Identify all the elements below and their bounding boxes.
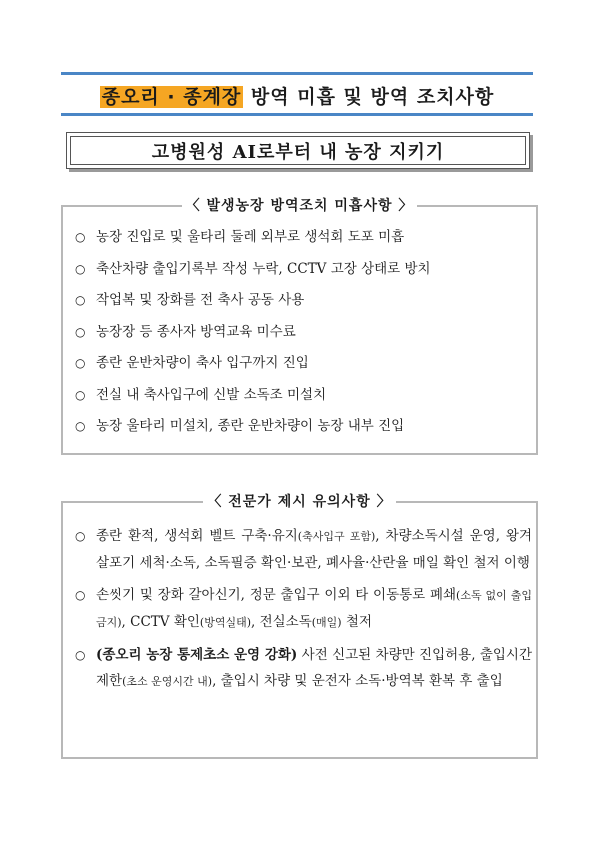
list-item-text: 농장 울타리 미설치, 종란 운반차량이 농장 내부 진입 (96, 418, 405, 434)
list-item-text: 농장장 등 종사자 방역교육 미수료 (96, 323, 296, 340)
list-item-note: (방역실태) (199, 616, 252, 629)
bullet-icon: ○ (75, 324, 86, 339)
bullet-icon: ○ (75, 356, 86, 370)
list-item (63, 411, 536, 443)
list-item (63, 348, 536, 380)
list-item-note: (초소 운영시간 내) (122, 675, 213, 688)
list-item-text: 철저 (341, 614, 372, 630)
bullet-icon: ○ (75, 419, 86, 433)
list-item-note: (소독 없이 출입금지) (96, 589, 532, 629)
list-item (63, 285, 536, 317)
list-item-text: 작업복 및 장화를 전 축사 공동 사용 (96, 292, 305, 308)
list-item-text: 사전 신고된 차량만 진입허용, 출입시간 제한 (96, 647, 533, 689)
title-bottom-rule (61, 113, 533, 116)
expert-advice-list (63, 523, 536, 695)
title-rest: 방역 미흡 및 방역 조치사항 (243, 86, 495, 108)
list-item (63, 380, 536, 412)
list-item-text: 종란 운반차량이 축사 입구까지 진입 (96, 355, 309, 371)
subtitle-banner (66, 132, 530, 169)
list-item-text: 전실 내 축사입구에 신발 소독조 미설치 (96, 386, 327, 403)
deficiencies-heading (63, 195, 536, 215)
document-title (61, 72, 533, 116)
list-item (63, 523, 536, 576)
title-text (61, 75, 533, 109)
title-highlight: 종오리 · 종계장 (101, 86, 242, 108)
expert-advice-heading (63, 491, 536, 511)
list-item-emphasis: (종오리 농장 통제초소 운영 강화) (96, 647, 298, 663)
expert-advice-heading-text: 〈 전문가 제시 유의사항 〉 (203, 494, 395, 510)
deficiencies-box (61, 198, 538, 455)
list-item-note: (매일) (311, 616, 342, 629)
bullet-icon: ○ (75, 261, 86, 276)
bullet-icon: ○ (75, 230, 86, 244)
list-item-text: , 출입시 차량 및 운전자 소독·방역복 환복 후 출입 (212, 673, 503, 689)
list-item-note: (축사입구 포함) (297, 530, 376, 543)
expert-advice-box (61, 494, 538, 759)
list-item-text: 농장 진입로 및 울타리 둘레 외부로 생석회 도포 미흡 (96, 229, 405, 245)
list-item-text: 손씻기 및 장화 갈아신기, 정문 출입구 이외 타 이동통로 폐쇄 (96, 587, 457, 603)
subtitle-text: 고병원성 AI로부터 내 농장 지키기 (151, 141, 445, 163)
list-item-text: , 차량소독시설 운영, 왕겨살포기 세척·소독, 소독필증 확인·보관, 폐사율·산란율 매일 확인 철저 이행 (96, 528, 532, 571)
list-item (63, 317, 536, 349)
list-item (63, 642, 536, 695)
list-item-text: 축산차량 출입기록부 작성 누락, CCTV 고장 상태로 방치 (96, 260, 431, 277)
list-item-text: 종란 환적, 생석회 벨트 구축·유지 (96, 528, 298, 544)
list-item (63, 254, 536, 286)
list-item (63, 582, 536, 636)
bullet-icon: ○ (75, 648, 86, 662)
list-item-text: , 전실소독 (251, 614, 312, 630)
deficiencies-heading-text: 〈 발생농장 방역조치 미흡사항 〉 (182, 198, 418, 214)
deficiencies-list (63, 222, 536, 443)
subtitle-banner-inner (70, 136, 526, 165)
list-item (63, 222, 536, 254)
list-item-text: , CCTV 확인 (121, 614, 200, 630)
bullet-icon: ○ (75, 529, 86, 543)
bullet-icon: ○ (75, 588, 86, 602)
bullet-icon: ○ (75, 293, 86, 307)
bullet-icon: ○ (75, 387, 86, 402)
